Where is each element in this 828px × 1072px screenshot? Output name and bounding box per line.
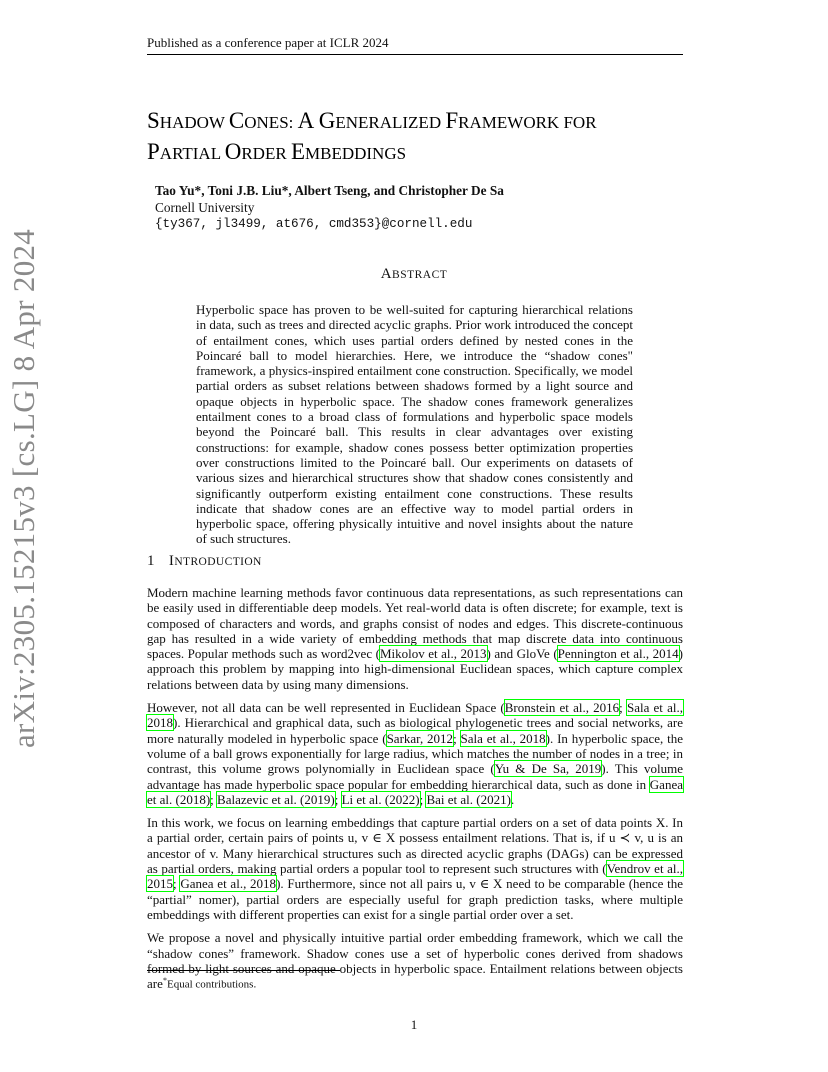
title-smallcaps-segment: ONES: — [244, 113, 298, 132]
title-capital-letter: C — [228, 108, 245, 133]
citation-link[interactable]: Balazevic et al. (2019) — [217, 791, 335, 807]
paragraph-text: However, not all data can be well represented in Euclidean Space ( — [147, 700, 505, 716]
paragraph-text: . — [510, 791, 515, 807]
abstract-heading-cap: A — [380, 266, 393, 282]
title-smallcaps-segment: RAMEWORK FOR — [458, 113, 597, 132]
footnote-text: Equal contributions. — [167, 978, 257, 991]
title-capital-letter: G — [318, 108, 336, 133]
citation-link[interactable]: Vendrov et al., 2015 — [147, 861, 683, 892]
author-emails: {ty367, jl3499, at676, cmd353}@cornell.edu — [155, 217, 473, 231]
paragraph-text: Modern machine learning methods favor continuous data representations, as such representations can be easily used in differentiable deep models. Yet real-world data is often discrete; for example, text is composed of characters and words, and graphs consist of nodes and edges. This discrete-continuous gap has resulted in a wide variety of embedding methods that map discrete data into continuous spaces. Popular methods such as word2vec ( — [147, 585, 683, 662]
paragraph-text: In this work, we focus on learning embeddings that capture partial orders on a set of data points X. In a partial order, certain pairs of points u, v ∈ X possess entailment relations. That is, if u ≺ v, u is an ancestor of v. Many hierarchical structures such as directed acyclic graphs (DAGs) can be expressed as partial orders, making partial orders a popular tool to represent such structures with ( — [147, 815, 683, 877]
abstract-heading — [0, 266, 828, 283]
title-capital-letter: E — [290, 139, 305, 164]
paragraph-text: ) approach this problem by mapping into high-dimensional Euclidean spaces, which capture complex relations between data by using many dimensions. — [147, 646, 683, 692]
running-head: Published as a conference paper at ICLR 2024 — [147, 34, 683, 55]
citation-link[interactable]: Ganea et al. (2018) — [147, 776, 683, 807]
paragraph-text: ). Hierarchical and graphical data, such as biological phylogenetic trees and social networks, are more naturally modeled in hyperbolic space ( — [147, 715, 683, 746]
citation-link[interactable]: Ganea et al., 2018 — [180, 876, 277, 892]
citation-link[interactable]: Li et al. (2022) — [341, 791, 420, 807]
title-capital-letter: S — [147, 108, 160, 133]
title-smallcaps-segment: RDER — [241, 144, 291, 163]
title-line-2 — [147, 137, 707, 168]
affiliation: Cornell University — [155, 199, 255, 215]
title-smallcaps-segment: ARTIAL — [159, 144, 225, 163]
footnote — [163, 976, 256, 991]
paragraph-text: ) and GloVe ( — [486, 646, 558, 662]
paragraph-text: ). This volume advantage has made hyperbolic space popular for embedding hierarchical data, such as done in — [147, 761, 684, 792]
paragraph-3 — [147, 815, 683, 922]
title-smallcaps-segment: MBEDDINGS — [305, 144, 407, 163]
title-capital-letter: O — [224, 139, 242, 164]
paragraph-2 — [147, 700, 683, 807]
citation-link[interactable]: Mikolov et al., 2013 — [379, 646, 487, 662]
abstract-text: Hyperbolic space has proven to be well-suited for capturing hierarchical relations in data, such as trees and directed acyclic graphs. Prior work introduced the concept of entailment cones, which uses partial orders defined by nested cones in the Poincaré ball to model hierarchies. Here, we introduce the “shadow cones" framework, a physics-inspired entailment cone construction. Specifically, we model partial orders as subset relations between shadows formed by a light source and opaque objects in hyperbolic space. The shadow cones framework generalizes entailment cones to a broad class of formulations and hyperbolic space models beyond the Poincaré ball. This results in clear advantages over existing constructions: for example, shadow cones possess better optimization properties over constructions limited to the Poincaré ball. Our experiments on datasets of various sizes and hierarchical structures show that shadow cones consistently and significantly outperform existing entailment cone constructions. These results indicate that shadow cones are an effective way to model partial orders in hyperbolic space, offering physically intuitive and novel insights about the nature of such structures. — [196, 302, 633, 547]
paragraph-text: ). In hyperbolic space, the volume of a ball grows exponentially for large radius, which matches the number of nodes in a tree; in contrast, this volume grows polynomially in Euclidean space ( — [147, 730, 683, 777]
citation-link[interactable]: Sarkar, 2012 — [386, 730, 454, 746]
paragraph-4: We propose a novel and physically intuitive partial order embedding framework, which we call the “shadow cones” framework. Shadow cones use a set of hyperbolic cones derived from shadows formed by light sources and opaque objects in hyperbolic space. Entailment relations between objects are — [147, 930, 683, 992]
title-capital-letter: A — [297, 108, 319, 133]
paragraph-text: ; — [419, 791, 427, 807]
page-number: 1 — [410, 1017, 418, 1032]
title-capital-letter: F — [445, 108, 459, 133]
footnote-rule — [147, 970, 340, 971]
footnote-mark: * — [163, 976, 167, 985]
paragraph-text: ; — [453, 730, 461, 746]
citation-link[interactable]: Sala et al., 2018 — [460, 730, 546, 746]
section-title-rest: NTRODUCTION — [174, 556, 262, 568]
section-title-cap: I — [168, 553, 175, 569]
paragraph-text: ; — [619, 700, 627, 716]
title-smallcaps-segment: HADOW — [159, 113, 229, 132]
body-text — [147, 585, 683, 999]
citation-link[interactable]: Bronstein et al., 2016 — [504, 700, 620, 716]
title-capital-letter: P — [147, 139, 160, 164]
citation-link[interactable]: Sala et al., 2018 — [147, 700, 683, 731]
citation-link[interactable]: Bai et al. (2021) — [426, 791, 511, 807]
abstract-heading-rest: BSTRACT — [392, 269, 448, 281]
author-names: Tao Yu*, Toni J.B. Liu*, Albert Tseng, and Christopher De Sa — [155, 183, 504, 198]
paragraph-1 — [147, 585, 683, 692]
section-number: 1 — [147, 553, 155, 569]
paragraph-text: ; — [210, 791, 218, 807]
arxiv-stamp: arXiv:2305.15215v3 [cs.LG] 8 Apr 2024 — [6, 228, 41, 748]
paragraph-text: ; — [173, 876, 181, 892]
paper-title — [147, 106, 707, 168]
citation-link[interactable]: Yu & De Sa, 2019 — [494, 761, 602, 777]
citation-link[interactable]: Pennington et al., 2014 — [557, 646, 679, 662]
section-heading — [147, 553, 262, 570]
paragraph-text: ). Furthermore, since not all pairs u, v ∈ X need to be comparable (hence the “partial” nomer), partial orders are especially useful for graph prediction tasks, where multiple embeddings with different properties can exist for a single partial order over a set. — [147, 876, 683, 922]
paragraph-text: ; — [334, 791, 342, 807]
title-line-1 — [147, 106, 707, 137]
author-block — [155, 183, 675, 233]
title-smallcaps-segment: ENERALIZED — [335, 113, 446, 132]
